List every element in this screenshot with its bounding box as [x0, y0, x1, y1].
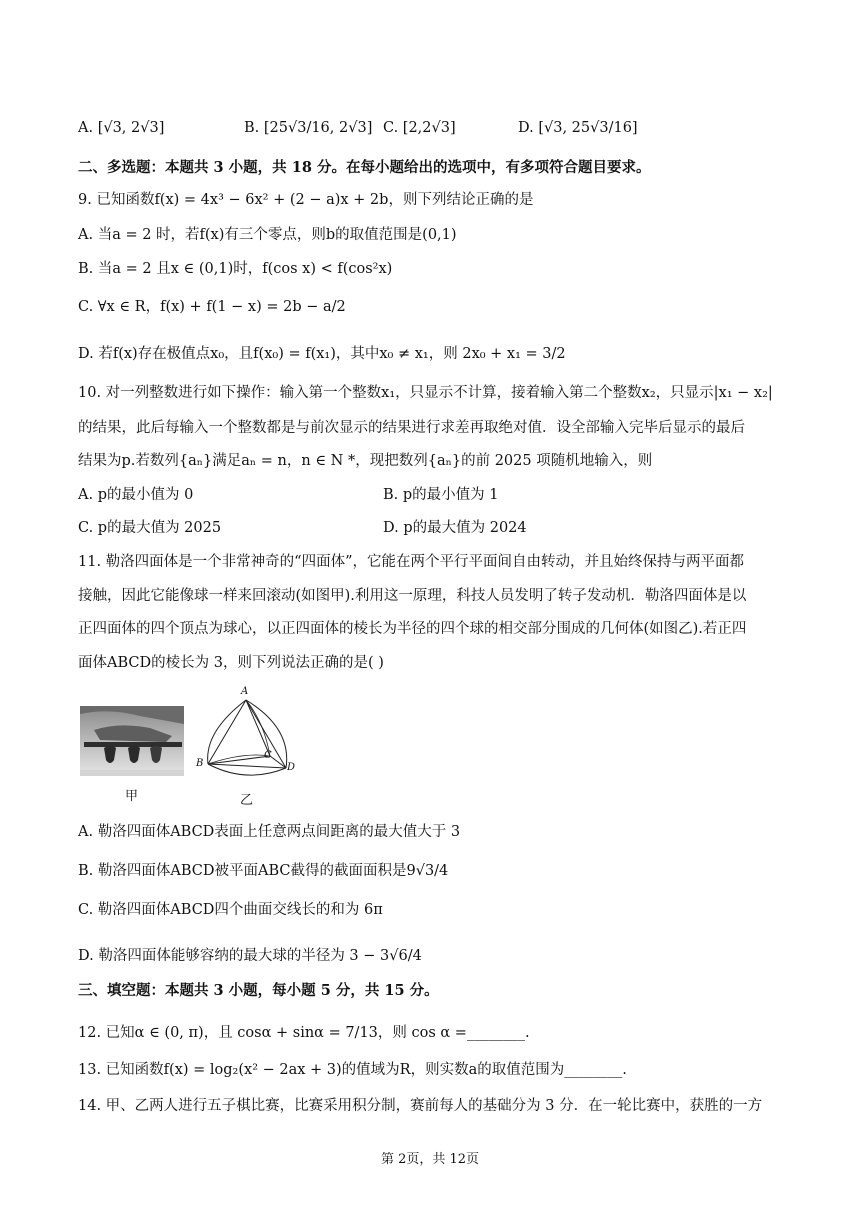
- figure-yi-diagram: [194, 686, 298, 782]
- vertex-c-label: C: [264, 750, 272, 761]
- q10-option-c: C. p的最大值为 2025: [78, 520, 222, 536]
- q11-option-c: C. 勒洛四面体ABCD四个曲面交线长的和为 6π: [78, 902, 383, 918]
- q14-text: 14. 甲、乙两人进行五子棋比赛，比赛采用积分制，赛前每人的基础分为 3 分．在一轮比赛中，获胜的一方: [78, 1098, 763, 1114]
- figure-yi-caption: 乙: [240, 793, 254, 808]
- q8-option-a: A. [√3, 2√3]: [78, 120, 165, 136]
- q9-option-d: D. 若f(x)存在极值点x₀，且f(x₀) = f(x₁)，其中x₀ ≠ x₁，则 2x₀ + x₁ = 3/2: [78, 346, 566, 362]
- q10-option-b: B. p的最小值为 1: [383, 487, 499, 503]
- q9-option-a: A. 当a = 2 时，若f(x)有三个零点，则b的取值范围是(0,1): [78, 227, 457, 243]
- q11-option-d: D. 勒洛四面体能够容纳的最大球的半径为 3 − 3√6/4: [78, 948, 422, 964]
- q11-line1: 11. 勒洛四面体是一个非常神奇的“四面体”，它能在两个平行平面间自由转动，并且始终保持与两平面都: [78, 554, 744, 570]
- q10-option-a: A. p的最小值为 0: [78, 487, 194, 503]
- q10-line2: 的结果，此后每输入一个整数都是与前次显示的结果进行求差再取绝对值．设全部输入完毕后显示的最后: [78, 420, 745, 436]
- q8-option-b: B. [25√3/16, 2√3]: [244, 120, 373, 136]
- q13-text: 13. 已知函数f(x) = log₂(x² − 2ax + 3)的值域为R，则实数a的取值范围为________.: [78, 1062, 627, 1078]
- q11-option-b: B. 勒洛四面体ABCD被平面ABC截得的截面面积是9√3/4: [78, 863, 449, 879]
- q10-option-d: D. p的最大值为 2024: [383, 520, 527, 536]
- q8-option-d: D. [√3, 25√3/16]: [518, 120, 638, 136]
- figure-jia-caption: 甲: [125, 789, 139, 804]
- q9-stem: 9. 已知函数f(x) = 4x³ − 6x² + (2 − a)x + 2b，则下列结论正确的是: [78, 192, 534, 208]
- q10-line1: 10. 对一列整数进行如下操作：输入第一个整数x₁，只显示不计算，接着输入第二个整数x₂，只显示|x₁ − x₂|: [78, 385, 773, 401]
- q10-line3: 结果为p.若数列{aₙ}满足aₙ = n，n ∈ N *，现把数列{aₙ}的前 2025 项随机地输入，则: [78, 453, 653, 469]
- q11-option-a: A. 勒洛四面体ABCD表面上任意两点间距离的最大值大于 3: [78, 824, 461, 840]
- figure-jia-photo: [80, 706, 184, 776]
- vertex-b-label: B: [196, 758, 204, 769]
- vertex-a-label: A: [241, 686, 249, 697]
- q11-line2: 接触，因此它能像球一样来回滚动(如图甲).利用这一原理，科技人员发明了转子发动机．勒洛四面体是以: [78, 588, 747, 604]
- q12-text: 12. 已知α ∈ (0, π)，且 cosα + sinα = 7/13，则 cos α =________.: [78, 1025, 530, 1041]
- vertex-d-label: D: [287, 762, 296, 773]
- reuleaux-rolling-photo: [80, 706, 184, 776]
- section2-heading: 二、多选题：本题共 3 小题，共 18 分。在每小题给出的选项中，有多项符合题目要求。: [78, 159, 651, 176]
- q11-line3: 正四面体的四个顶点为球心，以正四面体的棱长为半径的四个球的相交部分围成的几何体(如图乙).若正四: [78, 621, 747, 637]
- reuleaux-tetrahedron-diagram: [194, 692, 298, 782]
- section3-heading: 三、填空题：本题共 3 小题，每小题 5 分，共 15 分。: [78, 982, 439, 999]
- q8-option-c: C. [2,2√3]: [383, 120, 456, 136]
- q9-option-c: C. ∀x ∈ R，f(x) + f(1 − x) = 2b − a/2: [78, 299, 346, 315]
- q9-option-b: B. 当a = 2 且x ∈ (0,1)时，f(cos x) < f(cos²x): [78, 261, 393, 277]
- q11-line4: 面体ABCD的棱长为 3，则下列说法正确的是( ): [78, 655, 384, 671]
- page-footer: 第 2页，共 12页: [380, 1152, 480, 1167]
